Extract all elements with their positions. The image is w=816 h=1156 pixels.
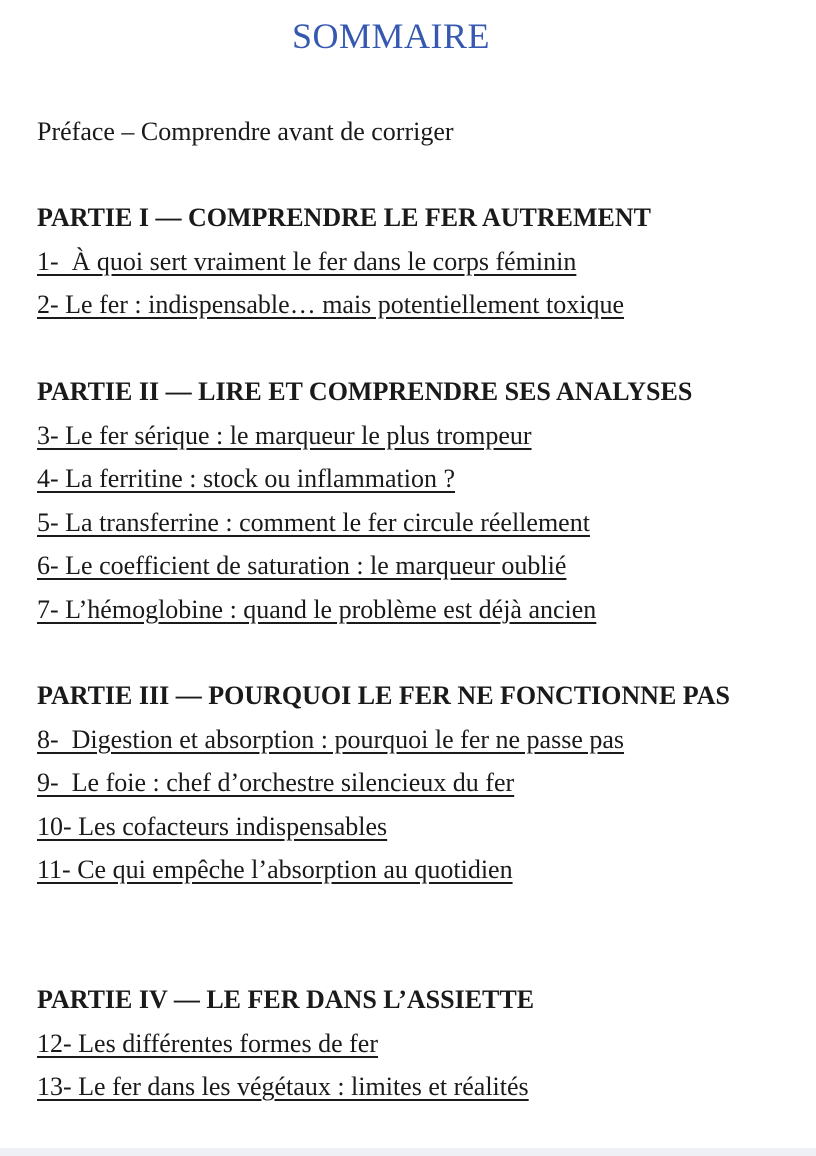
chapter-2-link[interactable]: 2- Le fer : indispensable… mais potentiellement toxique	[37, 290, 625, 319]
chapter-3-link[interactable]: 3- Le fer sérique : le marqueur le plus trompeur	[37, 420, 532, 450]
part-4-section	[37, 978, 737, 1109]
part-2-heading: PARTIE II — LIRE ET COMPRENDRE SES ANALYSES	[37, 377, 693, 406]
part-1-section	[37, 196, 737, 327]
chapter-6-link[interactable]: 6- Le coefficient de saturation : le marqueur oublié	[37, 551, 567, 580]
chapter-13-link[interactable]: 13- Le fer dans les végétaux : limites et réalités	[37, 1072, 529, 1101]
chapter-9-link[interactable]: 9- Le foie : chef d’orchestre silencieux du fer	[37, 768, 515, 797]
part-1-heading: PARTIE I — COMPRENDRE LE FER AUTREMENT	[37, 203, 651, 232]
chapter-5-link[interactable]: 5- La transferrine : comment le fer circule réellement	[37, 507, 590, 537]
part-3-section	[37, 674, 737, 892]
chapter-8-link[interactable]: 8- Digestion et absorption : pourquoi le fer ne passe pas	[37, 724, 625, 754]
page-title: SOMMAIRE	[291, 16, 491, 56]
chapter-12-link[interactable]: 12- Les différentes formes de fer	[37, 1028, 378, 1058]
part-2-section	[37, 370, 737, 631]
part-3-heading: PARTIE III — POURQUOI LE FER NE FONCTIONNE PAS	[37, 681, 730, 710]
chapter-11-link[interactable]: 11- Ce qui empêche l’absorption au quotidien	[37, 855, 513, 884]
chapter-10-link[interactable]: 10- Les cofacteurs indispensables	[37, 811, 388, 841]
preface-entry: Préface – Comprendre avant de corriger	[37, 117, 454, 146]
page-bottom-edge	[0, 1148, 816, 1156]
chapter-4-link[interactable]: 4- La ferritine : stock ou inflammation ?	[37, 464, 456, 493]
chapter-1-link[interactable]: 1- À quoi sert vraiment le fer dans le corps féminin	[37, 246, 577, 276]
part-4-heading: PARTIE IV — LE FER DANS L’ASSIETTE	[37, 985, 535, 1014]
chapter-7-link[interactable]: 7- L’hémoglobine : quand le problème est déjà ancien	[37, 594, 597, 624]
